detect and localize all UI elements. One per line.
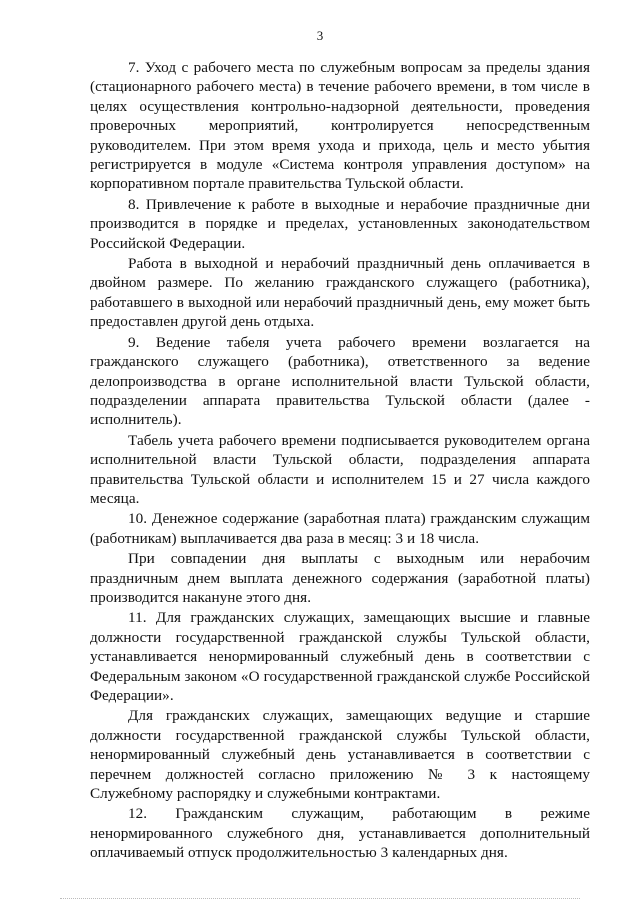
paragraph-7: 7. Уход с рабочего места по служебным вопросам за пределы здания (стационарного рабочего места) в течение рабочего времени, в том числе в целях осуществления контрольно-надзорной деятельности, проведения проверочных мероприятий, контролируется непосредственным руководителем. При этом время ухода и прихода, цель и место убытия регистрируется в модуле «Система контроля управления доступом» на корпоративном портале правительства Тульской области. [90,59,590,193]
scan-edge-line [60,897,580,899]
paragraph-10-holiday: При совпадении дня выплаты с выходным или нерабочим праздничным днем выплата денежного содержания (заработной платы) производится накануне этого дня. [90,550,590,606]
paragraph-8: 8. Привлечение к работе в выходные и нерабочие праздничные дни производится в порядке и пределах, установленных законодательством Российской Федерации. [90,195,590,252]
paragraph-11: 11. Для гражданских служащих, замещающих высшие и главные должности государственной гражданской службы Тульской области, устанавливается ненормированный служебный день в соответствии с Федеральным законом «О государственной гражданской службе Российской Федерации». [90,609,590,704]
paragraph-8-payment: Работа в выходной и нерабочий праздничный день оплачивается в двойном размере. По желанию гражданского служащего (работника), работавшего в выходной или нерабочий праздничный день, ему может быть предоставлен другой день отдыха. [90,255,590,331]
paragraph-9: 9. Ведение табеля учета рабочего времени возлагается на гражданского служащего (работника), ответственного за ведение делопроизводства в органе исполнительной власти Тульской области, подразделении аппарата правительства Тульской области (далее - исполнитель). [90,333,590,429]
paragraph-9-timesheet: Табель учета рабочего времени подписывается руководителем органа исполнительной власти Тульской области, подразделения аппарата правительства Тульской области и исполнителем 15 и 27 числа каждого месяца. [90,431,590,507]
document-body [90,58,590,863]
paragraph-11-leading: Для гражданских служащих, замещающих ведущие и старшие должности государственной гражданской службы Тульской области, ненормированный служебный день устанавливается в соответствии с перечнем должностей согласно приложению № 3 к настоящему Служебному распорядку и служебными контрактами. [90,707,590,803]
paragraph-12: 12. Гражданским служащим, работающим в режиме ненормированного служебного дня, устанавливается дополнительный оплачиваемый отпуск продолжительностью 3 календарных дня. [90,805,590,862]
page-number: 3 [316,28,324,43]
paragraph-10: 10. Денежное содержание (заработная плата) гражданским служащим (работникам) выплачивается два раза в месяц: 3 и 18 числа. [90,510,590,547]
